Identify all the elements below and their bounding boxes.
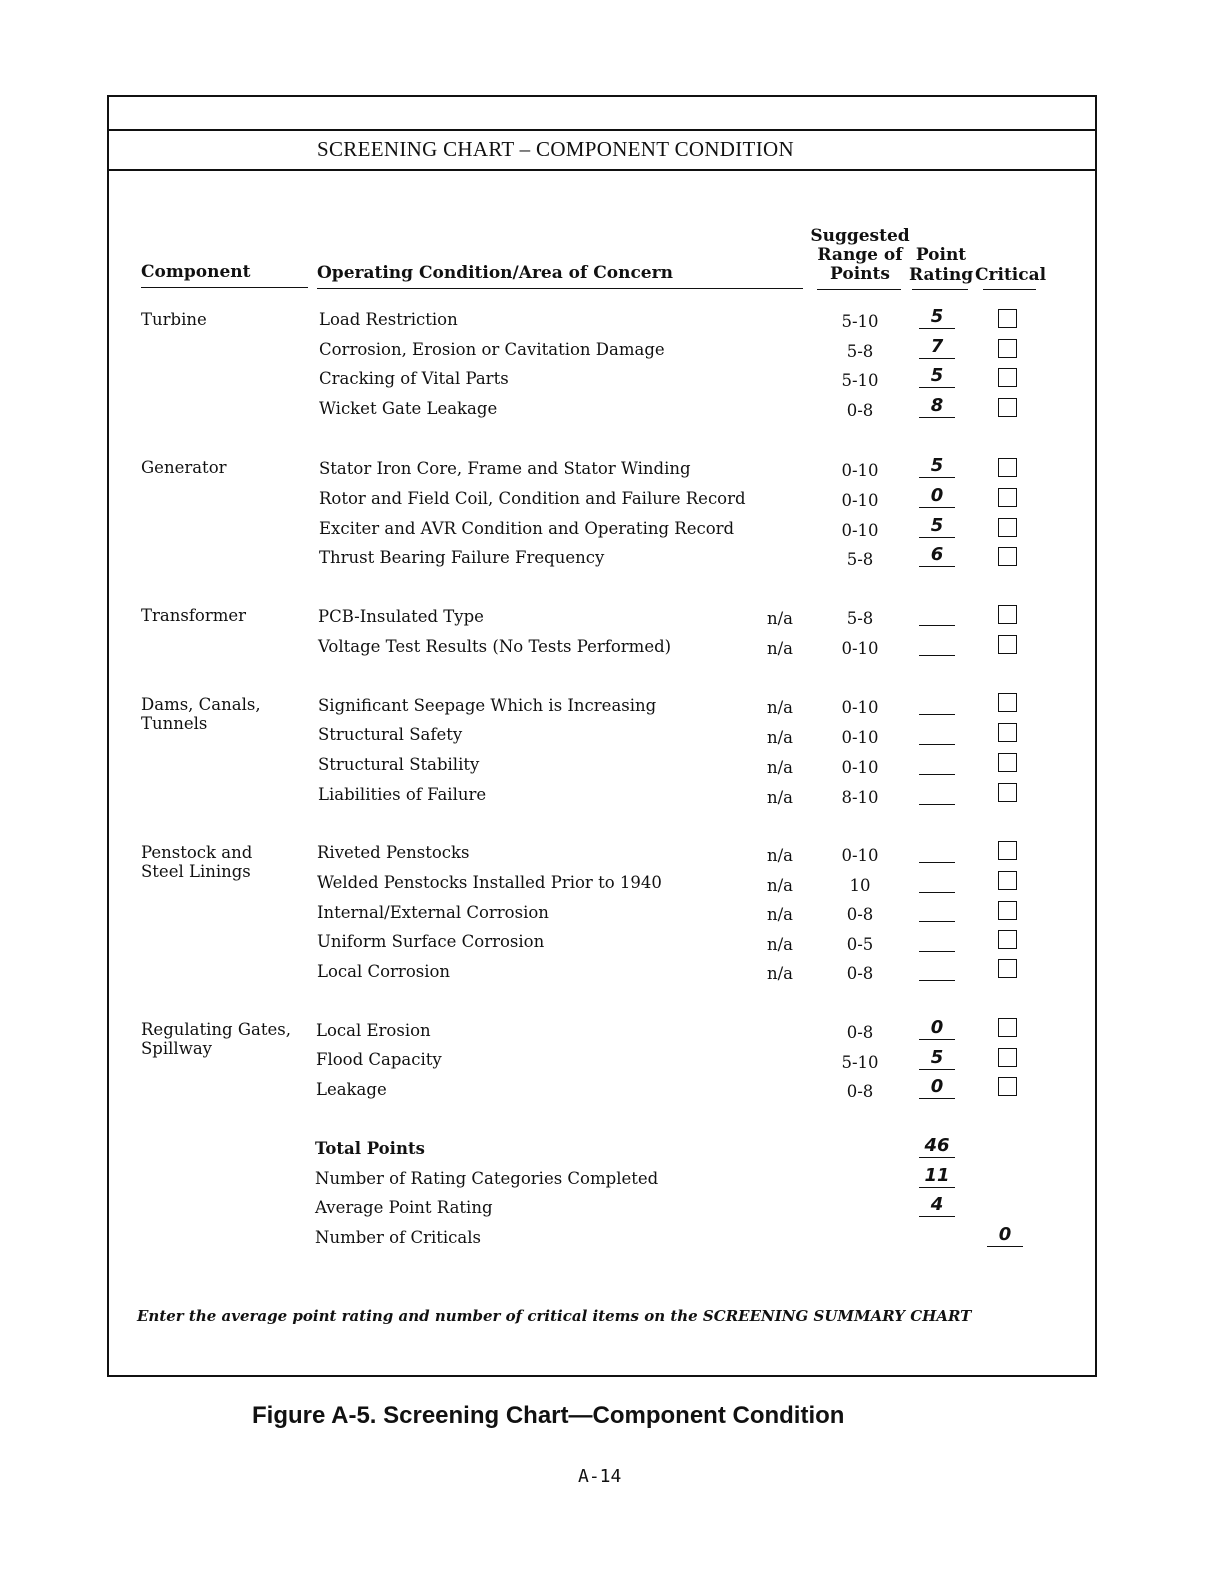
range-value: 0-10 bbox=[841, 758, 879, 777]
condition-label: PCB-Insulated Type bbox=[318, 607, 484, 626]
condition-label: Significant Seepage Which is Increasing bbox=[318, 696, 657, 715]
critical-checkbox[interactable] bbox=[998, 693, 1017, 712]
total-points-label: Total Points bbox=[315, 1139, 425, 1158]
critical-checkbox[interactable] bbox=[998, 783, 1017, 802]
na-marker: n/a bbox=[767, 964, 794, 983]
header-rating-line2: Rating bbox=[909, 265, 974, 285]
critical-checkbox[interactable] bbox=[998, 1077, 1017, 1096]
rating-field[interactable]: 0 bbox=[919, 1076, 955, 1099]
na-marker: n/a bbox=[767, 905, 794, 924]
rating-field[interactable]: 5 bbox=[919, 515, 955, 538]
range-value: 5-10 bbox=[841, 371, 879, 390]
header-rule-range bbox=[817, 289, 901, 290]
critical-checkbox[interactable] bbox=[998, 635, 1017, 654]
criticals-count-value[interactable]: 0 bbox=[987, 1224, 1023, 1247]
rating-field[interactable] bbox=[919, 603, 955, 626]
condition-label: Wicket Gate Leakage bbox=[319, 399, 498, 418]
critical-checkbox[interactable] bbox=[998, 309, 1017, 328]
header-rule-rating bbox=[912, 289, 968, 290]
condition-label: Welded Penstocks Installed Prior to 1940 bbox=[317, 873, 662, 892]
critical-checkbox[interactable] bbox=[998, 368, 1017, 387]
range-value: 0-8 bbox=[846, 964, 874, 983]
rating-field[interactable] bbox=[919, 722, 955, 745]
header-range-line3: Points bbox=[830, 264, 890, 284]
header-condition: Operating Condition/Area of Concern bbox=[317, 263, 673, 283]
condition-label: Corrosion, Erosion or Cavitation Damage bbox=[319, 340, 665, 359]
critical-checkbox[interactable] bbox=[998, 723, 1017, 742]
condition-label: Flood Capacity bbox=[316, 1050, 442, 1069]
rating-field[interactable]: 5 bbox=[919, 306, 955, 329]
na-marker: n/a bbox=[767, 639, 794, 658]
component-line1: Transformer bbox=[141, 606, 247, 625]
title-band bbox=[109, 129, 1095, 171]
critical-checkbox[interactable] bbox=[998, 930, 1017, 949]
critical-checkbox[interactable] bbox=[998, 339, 1017, 358]
range-value: 0-10 bbox=[841, 491, 879, 510]
rating-field[interactable] bbox=[919, 840, 955, 863]
condition-label: Internal/External Corrosion bbox=[317, 903, 549, 922]
rating-field[interactable] bbox=[919, 692, 955, 715]
na-marker: n/a bbox=[767, 609, 794, 628]
condition-label: Rotor and Field Coil, Condition and Failure Record bbox=[319, 489, 746, 508]
condition-label: Leakage bbox=[316, 1080, 387, 1099]
na-marker: n/a bbox=[767, 876, 794, 895]
rating-field[interactable]: 6 bbox=[919, 544, 955, 567]
screening-chart-frame bbox=[107, 95, 1097, 1377]
critical-checkbox[interactable] bbox=[998, 753, 1017, 772]
component-dams-canals-tunnels bbox=[141, 695, 261, 733]
average-rating-value[interactable]: 4 bbox=[919, 1194, 955, 1217]
range-value: 8-10 bbox=[841, 788, 879, 807]
critical-checkbox[interactable] bbox=[998, 901, 1017, 920]
range-value: 5-8 bbox=[846, 342, 874, 361]
na-marker: n/a bbox=[767, 846, 794, 865]
rating-field[interactable] bbox=[919, 870, 955, 893]
rating-field[interactable] bbox=[919, 633, 955, 656]
critical-checkbox[interactable] bbox=[998, 959, 1017, 978]
chart-title: SCREENING CHART – COMPONENT CONDITION bbox=[317, 137, 794, 161]
criticals-count-label: Number of Criticals bbox=[315, 1228, 481, 1247]
critical-checkbox[interactable] bbox=[998, 871, 1017, 890]
range-value: 5-8 bbox=[846, 609, 874, 628]
condition-label: Exciter and AVR Condition and Operating Record bbox=[319, 519, 735, 538]
critical-checkbox[interactable] bbox=[998, 458, 1017, 477]
range-value: 5-10 bbox=[841, 312, 879, 331]
figure-caption: Figure A-5. Screening Chart—Component Condition bbox=[252, 1402, 845, 1429]
header-component: Component bbox=[141, 262, 251, 282]
component-transformer bbox=[141, 606, 246, 625]
range-value: 0-10 bbox=[841, 846, 879, 865]
header-range-line2: Range of bbox=[817, 245, 903, 265]
component-line1: Dams, Canals, bbox=[141, 695, 261, 714]
component-line1: Generator bbox=[141, 458, 227, 477]
na-marker: n/a bbox=[767, 758, 794, 777]
component-regulating-gates-spillway bbox=[141, 1020, 291, 1058]
critical-checkbox[interactable] bbox=[998, 547, 1017, 566]
header-rating-line1: Point bbox=[915, 245, 967, 265]
condition-label: Riveted Penstocks bbox=[317, 843, 470, 862]
range-value: 0-10 bbox=[841, 461, 879, 480]
range-value: 5-8 bbox=[846, 550, 874, 569]
critical-checkbox[interactable] bbox=[998, 1018, 1017, 1037]
na-marker: n/a bbox=[767, 935, 794, 954]
component-line2: Spillway bbox=[141, 1039, 212, 1058]
categories-completed-label: Number of Rating Categories Completed bbox=[315, 1169, 659, 1188]
condition-label: Cracking of Vital Parts bbox=[319, 369, 509, 388]
component-line2: Steel Linings bbox=[141, 862, 251, 881]
header-range-line1: Suggested bbox=[810, 226, 910, 246]
component-line2: Tunnels bbox=[141, 714, 208, 733]
categories-completed-value[interactable]: 11 bbox=[919, 1165, 955, 1188]
condition-label: Local Erosion bbox=[316, 1021, 431, 1040]
range-value: 0-8 bbox=[846, 1023, 874, 1042]
rating-field[interactable] bbox=[919, 752, 955, 775]
range-value: 5-10 bbox=[841, 1053, 879, 1072]
average-rating-label: Average Point Rating bbox=[315, 1198, 493, 1217]
rating-field[interactable] bbox=[919, 899, 955, 922]
rating-field[interactable] bbox=[919, 929, 955, 952]
instruction-note: Enter the average point rating and number of critical items on the SCREENING SUMMARY CHART bbox=[137, 1307, 972, 1325]
header-critical: Critical bbox=[975, 265, 1047, 285]
component-line1: Penstock and bbox=[141, 843, 253, 862]
header-rule-component bbox=[141, 287, 308, 288]
component-generator bbox=[141, 458, 227, 477]
condition-label: Local Corrosion bbox=[317, 962, 451, 981]
condition-label: Load Restriction bbox=[319, 310, 458, 329]
rating-field[interactable]: 0 bbox=[919, 1017, 955, 1040]
na-marker: n/a bbox=[767, 728, 794, 747]
component-turbine bbox=[141, 310, 207, 329]
range-value: 0-10 bbox=[841, 698, 879, 717]
range-value: 0-8 bbox=[846, 905, 874, 924]
condition-label: Structural Stability bbox=[318, 755, 480, 774]
rating-field[interactable]: 5 bbox=[919, 1047, 955, 1070]
critical-checkbox[interactable] bbox=[998, 605, 1017, 624]
page-number: A-14 bbox=[578, 1466, 622, 1487]
rating-field[interactable]: 8 bbox=[919, 395, 955, 418]
critical-checkbox[interactable] bbox=[998, 1048, 1017, 1067]
range-value: 0-8 bbox=[846, 401, 874, 420]
condition-label: Structural Safety bbox=[318, 725, 463, 744]
header-rule-condition bbox=[317, 288, 803, 289]
critical-checkbox[interactable] bbox=[998, 841, 1017, 860]
rating-field[interactable] bbox=[919, 782, 955, 805]
range-value: 0-10 bbox=[841, 728, 879, 747]
critical-checkbox[interactable] bbox=[998, 518, 1017, 537]
total-points-value[interactable]: 46 bbox=[919, 1135, 955, 1158]
rating-field[interactable]: 5 bbox=[919, 365, 955, 388]
critical-checkbox[interactable] bbox=[998, 488, 1017, 507]
na-marker: n/a bbox=[767, 788, 794, 807]
condition-label: Voltage Test Results (No Tests Performed) bbox=[318, 637, 672, 656]
critical-checkbox[interactable] bbox=[998, 398, 1017, 417]
condition-label: Uniform Surface Corrosion bbox=[317, 932, 545, 951]
rating-field[interactable]: 5 bbox=[919, 455, 955, 478]
condition-label: Liabilities of Failure bbox=[318, 785, 487, 804]
rating-field[interactable]: 0 bbox=[919, 485, 955, 508]
header-rule-critical bbox=[983, 289, 1036, 290]
component-line1: Turbine bbox=[141, 310, 207, 329]
range-value: 0-8 bbox=[846, 1082, 874, 1101]
range-value: 0-10 bbox=[841, 521, 879, 540]
range-value: 10 bbox=[849, 876, 871, 895]
range-value: 0-10 bbox=[841, 639, 879, 658]
rating-field[interactable] bbox=[919, 958, 955, 981]
component-line1: Regulating Gates, bbox=[141, 1020, 291, 1039]
na-marker: n/a bbox=[767, 698, 794, 717]
condition-label: Thrust Bearing Failure Frequency bbox=[319, 548, 605, 567]
rating-field[interactable]: 7 bbox=[919, 336, 955, 359]
component-penstock-steel-linings bbox=[141, 843, 252, 881]
range-value: 0-5 bbox=[846, 935, 874, 954]
condition-label: Stator Iron Core, Frame and Stator Winding bbox=[319, 459, 691, 478]
